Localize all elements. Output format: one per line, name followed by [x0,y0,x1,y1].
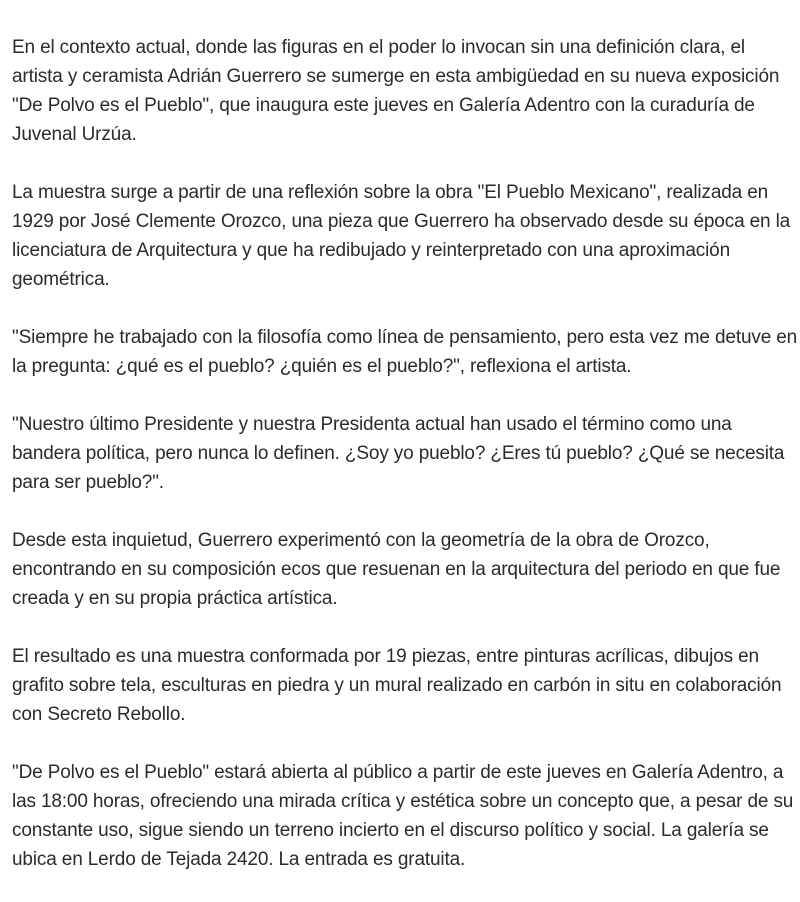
paragraph-pieces: El resultado es una muestra conformada por 19 piezas, entre pinturas acrílicas, dibujos en grafito sobre tela, esculturas en piedra y un mural realizado en carbón in situ en colaboración con Secreto Rebollo. [12,646,782,725]
paragraph-details: "De Polvo es el Pueblo" estará abierta al público a partir de este jueves en Galería Adentro, a las 18:00 horas, ofreciendo una mirada crítica y estética sobre un concepto que, a pesar de su constante uso, sigue siendo un terreno incierto en el discurso político y social. La galería se ubica en Lerdo de Tejada 2420. La entrada es gratuita. [12,762,794,870]
paragraph-intro: En el contexto actual, donde las figuras en el poder lo invocan sin una definición clara, el artista y ceramista Adrián Guerrero se sumerge en esta ambigüedad en su nueva exposición "De Polvo es el Pueblo", que inaugura este jueves en Galería Adentro con la curaduría de Juvenal Urzúa. [12,37,780,145]
paragraph-political-quote: "Nuestro último Presidente y nuestra Presidenta actual han usado el término como una bandera política, pero nunca lo definen. ¿Soy yo pueblo? ¿Eres tú pueblo? ¿Qué se necesita para ser pueblo?". [12,414,785,493]
article-body [12,33,798,874]
paragraph-geometry: Desde esta inquietud, Guerrero experimentó con la geometría de la obra de Orozco, encontrando en su composición ecos que resuenan en la arquitectura del periodo en que fue creada y en su propia práctica artística. [12,530,781,609]
paragraph-artist-quote: "Siempre he trabajado con la filosofía como línea de pensamiento, pero esta vez me detuve en la pregunta: ¿qué es el pueblo? ¿quién es el pueblo?", reflexiona el artista. [12,327,798,377]
paragraph-inspiration: La muestra surge a partir de una reflexión sobre la obra "El Pueblo Mexicano", realizada en 1929 por José Clemente Orozco, una pieza que Guerrero ha observado desde su época en la licenciatura de Arquitectura y que ha redibujado y reinterpretado con una aproximación geométrica. [12,182,791,290]
